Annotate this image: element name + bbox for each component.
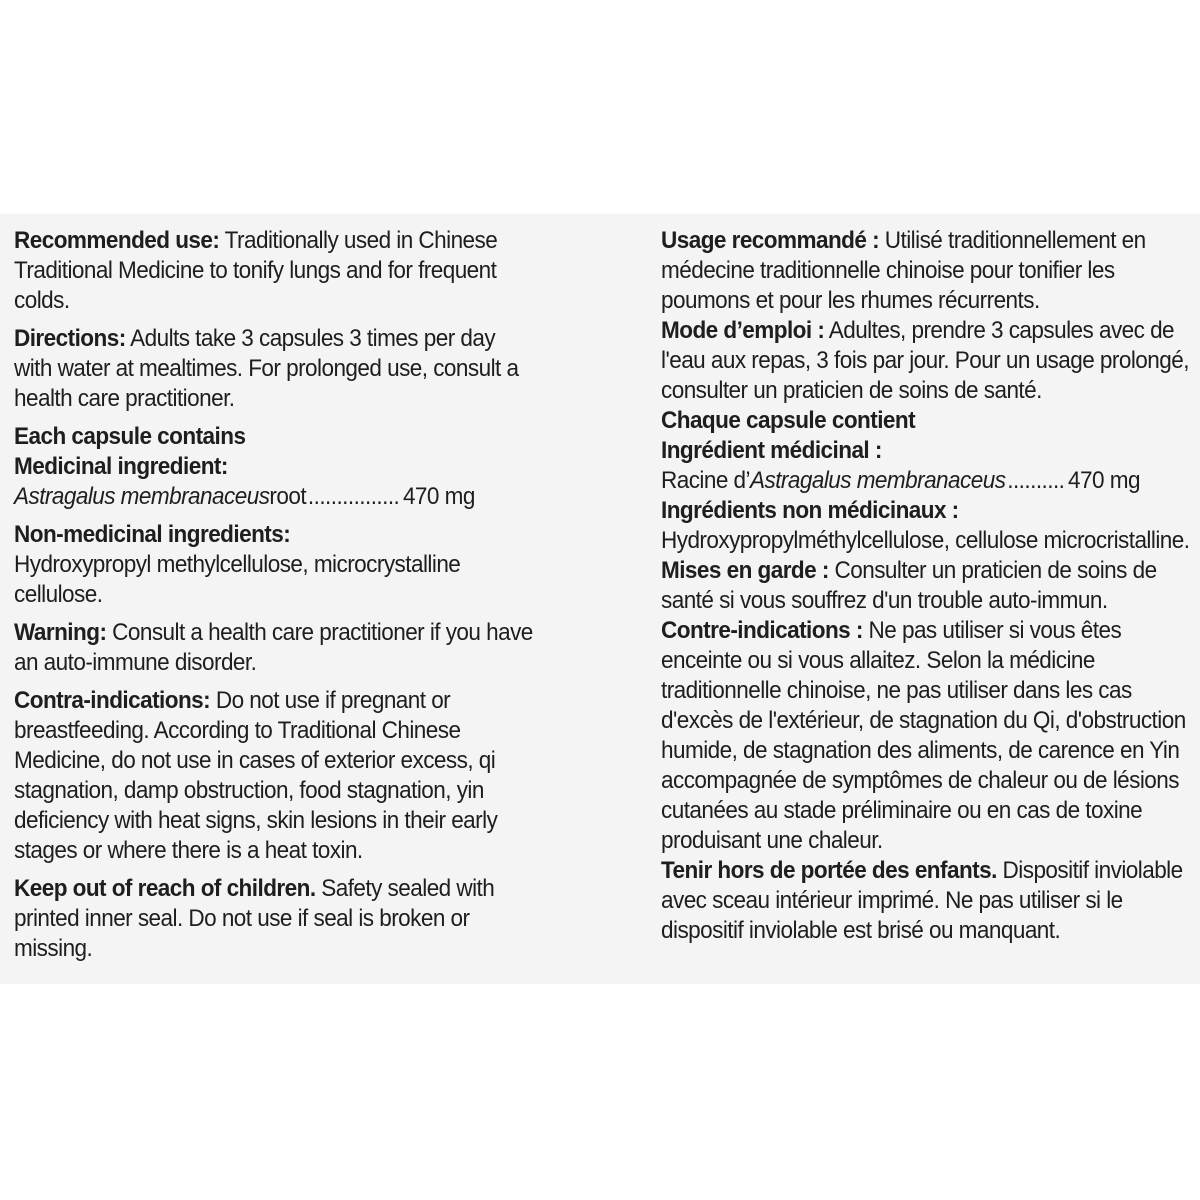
directions-text: Adults take 3 capsules 3 times per day with water at mealtimes. For prolonged use, consult a health care practitioner. [14,325,519,412]
recommended-use-label: Recommended use: [14,227,220,254]
ingredient-amount: 470 mg [402,483,475,510]
contra-indications-label: Contra-indications: [14,687,211,714]
ingredient-amount-fr: 470 mg [1068,467,1140,494]
contra-indications [14,686,538,866]
contra-indications-text: Do not use if pregnant or breastfeeding. According to Traditional Chinese Medicine, do not use in cases of exterior excess, qi stagnation, damp obstruction, food stagnation, yin deficiency with heat signs, skin lesions in their early stages or where there is a heat toxin. [14,687,498,864]
recommended-use-text: Traditionally used in Chinese Traditional Medicine to tonify lungs and for frequent colds. [14,227,498,314]
non-medicinal-label: Non-medicinal ingredients: [14,521,291,548]
mises-en-garde-label: Mises en garde : [661,557,829,584]
mises-en-garde [661,556,1195,616]
ingredient-name-fr: Astragalus membranaceus [750,467,1006,494]
ingredients-non-medicinaux-heading [661,496,1195,526]
warning-label: Warning: [14,619,107,646]
usage-recommande-text: Utilisé traditionnellement en médecine traditionnelle chinoise pour tonifier les poumons et pour les rhumes récurrents. [661,227,1146,314]
medicinal-ingredient-heading [14,452,538,482]
english-column [14,226,538,972]
mode-emploi-text: Adultes, prendre 3 capsules avec de l'eau aux repas, 3 fois par jour. Pour un usage prolongé, consulter un praticien de soins de santé. [661,317,1189,404]
warning [14,618,538,678]
directions-label: Directions: [14,325,126,352]
keep-out-of-reach [14,874,538,964]
chaque-capsule-heading [661,406,1195,436]
ingredient-dots-fr: .......... [1007,467,1065,494]
medicinal-ingredient-label: Medicinal ingredient: [14,453,228,480]
ingredient-medicinal-label: Ingrédient médicinal : [661,437,882,464]
ingredient-line-fr [661,466,1195,496]
contre-indications-label: Contre-indications : [661,617,863,644]
non-medicinal-heading [14,520,538,550]
mode-emploi [661,316,1195,406]
each-capsule-label: Each capsule contains [14,423,246,450]
tenir-hors-portee [661,856,1195,946]
ingredient-medicinal-heading [661,436,1195,466]
recommended-use [14,226,538,316]
chaque-capsule-label: Chaque capsule contient [661,407,916,434]
tenir-hors-portee-text: Dispositif inviolable avec sceau intérieur imprimé. Ne pas utiliser si le dispositif inviolable est brisé ou manquant. [661,857,1183,944]
mises-en-garde-text: Consulter un praticien de soins de santé si vous souffrez d'un trouble auto-immun. [661,557,1157,614]
contre-indications [661,616,1195,856]
non-medicinal-text: Hydroxypropyl methylcellulose, microcrystalline cellulose. [14,551,461,608]
keep-out-of-reach-text: Safety sealed with printed inner seal. Do not use if seal is broken or missing. [14,875,495,962]
ingredient-name: Astragalus membranaceus [14,483,270,510]
ingredients-non-medicinaux-label: Ingrédients non médicinaux : [661,497,959,524]
usage-recommande-label: Usage recommandé : [661,227,880,254]
ingredient-prefix-fr: Racine d’ [661,467,751,494]
directions [14,324,538,414]
each-capsule-heading [14,422,538,452]
ingredient-part: root [269,483,307,510]
tenir-hors-portee-label: Tenir hors de portée des enfants. [661,857,997,884]
usage-recommande [661,226,1195,316]
mode-emploi-label: Mode d’emploi : [661,317,825,344]
keep-out-of-reach-label: Keep out of reach of children. [14,875,316,902]
warning-text: Consult a health care practitioner if you have an auto-immune disorder. [14,619,533,676]
ingredient-dots: ................ [307,483,400,510]
ingredient-line [14,482,538,512]
french-column [661,226,1195,946]
contre-indications-text: Ne pas utiliser si vous êtes enceinte ou si vous allaitez. Selon la médicine traditionnelle chinoise, ne pas utiliser dans les cas d'excès de l'extérieur, de stagnation du Qi, d'obstruction humide, de stagnation des aliments, de carence en Yin accompagnée de symptômes de chaleur ou de lésions cutanées au stade préliminaire ou en cas de toxine produisant une chaleur. [661,617,1186,854]
ingredients-non-medicinaux-text: Hydroxypropylméthylcellulose, cellulose microcristalline. [661,527,1190,554]
